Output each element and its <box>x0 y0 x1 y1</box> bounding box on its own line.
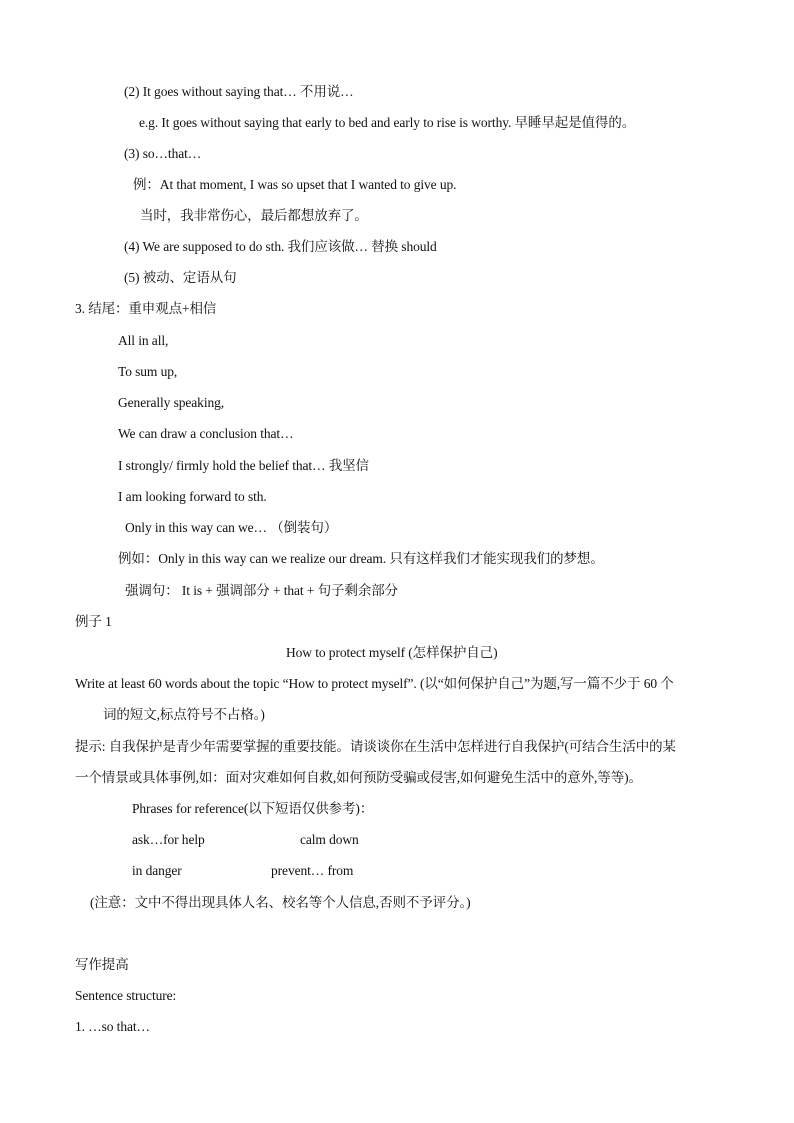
text-line: Write at least 60 words about the topic “How to protect myself”. (以“如何保护自己”为题,写一篇不少于 60 个 <box>75 676 674 691</box>
text-line: 词的短文,标点符号不占格。) <box>103 707 265 722</box>
text-line: (5) 被动、定语从句 <box>124 270 237 285</box>
example-heading: 例子 1 <box>75 614 112 629</box>
text-line: Sentence structure: <box>75 988 177 1003</box>
text-line: (注意：文中不得出现具体人名、校名等个人信息,否则不予评分。) <box>90 895 471 910</box>
text-line: Only in this way can we… （倒装句） <box>125 520 338 535</box>
text-line: 1. …so that… <box>75 1019 150 1034</box>
text-line: e.g. It goes without saying that early to bed and early to rise is worthy. 早睡早起是值得的。 <box>139 115 636 130</box>
phrase: ask…for help <box>132 832 205 847</box>
text-line: We can draw a conclusion that… <box>118 426 294 441</box>
section-heading: 写作提高 <box>75 957 129 972</box>
text-line: All in all, <box>118 333 169 348</box>
text-line: Generally speaking, <box>118 395 225 410</box>
text-line: I strongly/ firmly hold the belief that… 我坚信 <box>118 458 369 473</box>
text-line: (3) so…that… <box>124 146 202 161</box>
text-line: (4) We are supposed to do sth. 我们应该做… 替换 should <box>124 239 437 254</box>
phrase: calm down <box>300 832 359 847</box>
text-line: 例：At that moment, I was so upset that I wanted to give up. <box>133 177 457 192</box>
text-line: 提示: 自我保护是青少年需要掌握的重要技能。请谈谈你在生活中怎样进行自我保护(可结合生活中的某 <box>75 739 676 754</box>
text-line: To sum up, <box>118 364 178 379</box>
text-line: 强调句： It is + 强调部分 + that + 句子剩余部分 <box>125 583 399 598</box>
text-line: 一个情景或具体事例,如：面对灾难如何自救,如何预防受骗或侵害,如何避免生活中的意外,等等)。 <box>75 770 642 785</box>
text-line: 例如：Only in this way can we realize our dream. 只有这样我们才能实现我们的梦想。 <box>118 551 604 566</box>
text-line: Phrases for reference(以下短语仅供参考)： <box>132 801 374 816</box>
section-heading: 3. 结尾：重申观点+相信 <box>75 301 217 316</box>
text-line: I am looking forward to sth. <box>118 489 267 504</box>
text-line: 当时，我非常伤心，最后都想放弃了。 <box>140 208 368 223</box>
text-line: (2) It goes without saying that… 不用说… <box>124 84 354 99</box>
essay-title: How to protect myself (怎样保护自己) <box>286 645 498 660</box>
phrase: in danger <box>132 863 182 878</box>
phrase: prevent… from <box>271 863 354 878</box>
